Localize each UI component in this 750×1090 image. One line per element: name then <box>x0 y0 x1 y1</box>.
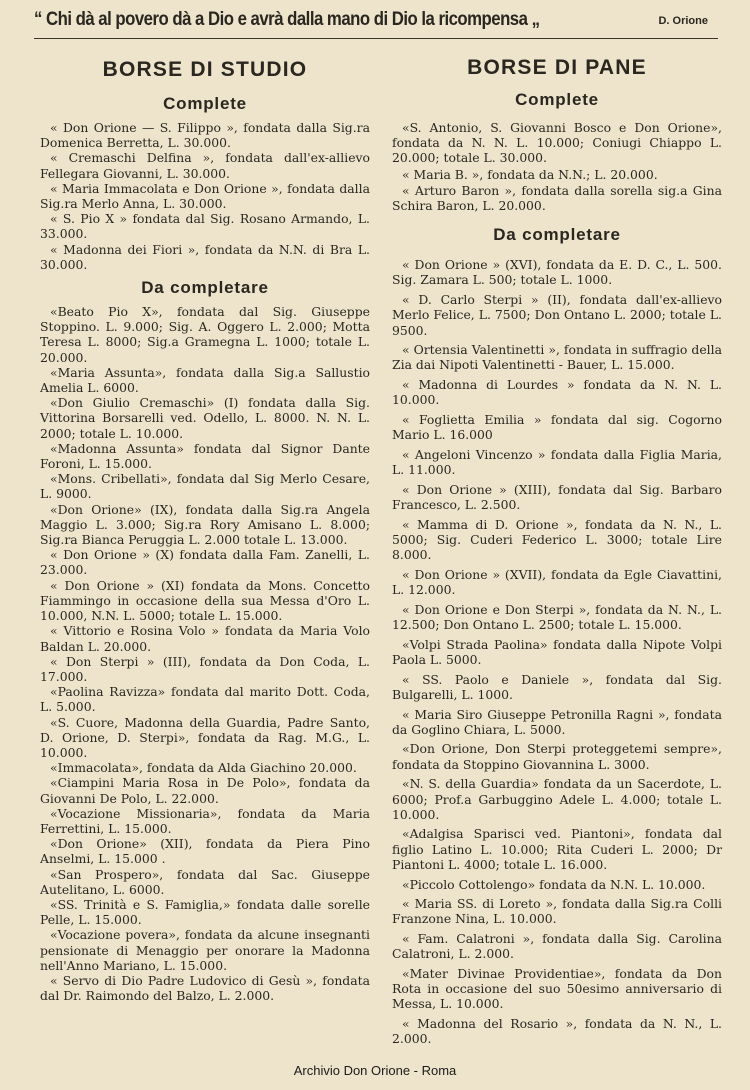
right-tocomplete-list <box>392 257 722 1046</box>
scholarship-tocomplete-entry: «SS. Trinità e S. Famiglia,» fondata dalle sorelle Pelle, L. 15.000. <box>40 896 370 928</box>
scholarship-tocomplete-entry: « Vittorio e Rosina Volo » fondata da Maria Volo Baldan L. 20.000. <box>40 623 370 654</box>
bread-fund-tocomplete-entry: «Adalgisa Sparisci ved. Piantoni», fondata dal figlio Latino L. 10.000; Rita Cuderi L. 2000; Dr Piantoni L. 4000; totale L. 16.000. <box>392 826 722 872</box>
bread-fund-tocomplete-entry: « Fam. Calatroni », fondata dalla Sig. Carolina Calatroni, L. 2.000. <box>392 931 722 962</box>
scholarship-tocomplete-entry: «Madonna Assunta» fondata dal Signor Dante Foroni, L. 15.000. <box>40 440 370 472</box>
scholarship-tocomplete-entry: «Don Orione» (XII), fondata da Piera Pino Anselmi, L. 15.000 . <box>40 836 370 867</box>
scholarship-tocomplete-entry: « Don Sterpi » (III), fondata da Don Coda, L. 17.000. <box>40 653 370 684</box>
scholarship-tocomplete-entry: « Don Orione » (X) fondata dalla Fam. Zanelli, L. 23.000. <box>40 547 370 578</box>
bread-fund-tocomplete-entry: « Angeloni Vincenzo » fondata dalla Figlia Maria, L. 11.000. <box>392 446 722 478</box>
scholarship-tocomplete-entry: «Paolina Ravizza» fondata dal marito Dott. Coda, L. 5.000. <box>40 684 370 715</box>
header-signature: D. Orione <box>658 15 708 27</box>
scholarship-complete-entry: « S. Pio X » fondata dal Sig. Rosano Armando, L. 33.000. <box>40 211 370 242</box>
scholarship-tocomplete-entry: «Don Giulio Cremaschi» (I) fondata dalla Sig. Vittorina Borsarelli ved. Odello, L. 8000. N. N. L. 2000; totale L. 10.000. <box>40 395 370 441</box>
bread-fund-tocomplete-entry: « Don Orione » (XVII), fondata da Egle Ciavattini, L. 12.000. <box>392 566 722 598</box>
bread-fund-tocomplete-entry: «Don Orione, Don Sterpi proteggetemi sempre», fondata da Stoppino Giovannina L. 3000. <box>392 741 722 772</box>
bread-fund-complete-entry: « Maria B. », fondata da N.N.; L. 20.000. <box>402 166 658 182</box>
right-tocomplete-heading: Da completare <box>493 225 621 245</box>
header-motto: “ Chi dà al povero dà a Dio e avrà dalla mano di Dio la ricompensa „ <box>34 8 540 30</box>
scholarship-complete-entry: « Madonna dei Fiori », fondata da N.N. di Bra L. 30.000. <box>40 241 370 272</box>
left-tocomplete-heading: Da completare <box>141 278 269 298</box>
bread-fund-complete-entry: «S. Antonio, S. Giovanni Bosco e Don Orione», fondata da N. N. L. 10.000; Coniugi Chiappo L. 20.000; totale L. 30.000. <box>392 120 722 166</box>
right-column-title: BORSE DI PANE <box>467 56 647 79</box>
scholarship-complete-entry: « Don Orione — S. Filippo », fondata dalla Sig.ra Domenica Berretta, L. 30.000. <box>40 120 370 151</box>
right-complete-heading: Complete <box>515 90 599 109</box>
scholarship-tocomplete-entry: «Beato Pio X», fondata dal Sig. Giuseppe Stoppino. L. 9.000; Sig. A. Oggero L. 2.000; Motta Teresa L. 8000; Sig.a Gramegna L. 1000; totale L. 20.000. <box>40 304 370 365</box>
bread-fund-tocomplete-entry: « Don Orione e Don Sterpi », fondata da N. N., L. 12.500; Don Ontano L. 2500; totale L. 15.000. <box>392 601 722 632</box>
left-column-borse-di-studio <box>40 56 370 1003</box>
scholarship-tocomplete-entry: « Don Orione » (XI) fondata da Mons. Concetto Fiammingo in occasione della sua Messa d'Oro L. 10.000, N.N. L. 5000; totale L. 15.000. <box>40 577 370 624</box>
scholarship-tocomplete-entry: «Immacolata», fondata da Alda Giachino 20.000. <box>50 760 357 776</box>
bread-fund-complete-entry: « Arturo Baron », fondata dalla sorella sig.a Gina Schira Baron, L. 20.000. <box>392 182 722 214</box>
bread-fund-tocomplete-entry: «N. S. della Guardia» fondata da un Sacerdote, L. 6000; Prof.a Garbuggino Adele L. 4.000; totale L. 10.000. <box>392 776 722 822</box>
scholarship-tocomplete-entry: «Vocazione povera», fondata da alcune insegnanti pensionate di Menaggio per onorare la Madonna nell'Anno Mariano, L. 15.000. <box>40 927 370 973</box>
scholarship-tocomplete-entry: «San Prospero», fondata dal Sac. Giuseppe Autelitano, L. 6000. <box>40 866 370 897</box>
scholarship-complete-entry: « Maria Immacolata e Don Orione », fondata dalla Sig.ra Merlo Anna, L. 30.000. <box>40 180 370 212</box>
scholarship-tocomplete-entry: «Vocazione Missionaria», fondata da Maria Ferrettini, L. 15.000. <box>40 805 370 836</box>
bread-fund-tocomplete-entry: « SS. Paolo e Daniele », fondata dal Sig. Bulgarelli, L. 1000. <box>392 671 722 702</box>
left-column-title: BORSE DI STUDIO <box>102 58 308 81</box>
left-complete-list <box>40 120 370 272</box>
scholarship-tocomplete-entry: «Mons. Cribellati», fondata dal Sig Merlo Cesare, L. 9000. <box>40 471 370 502</box>
bread-fund-tocomplete-entry: «Volpi Strada Paolina» fondata dalla Nipote Volpi Paola L. 5000. <box>392 636 722 667</box>
scholarship-tocomplete-entry: « Servo di Dio Padre Ludovico di Gesù », fondata dal Dr. Raimondo del Balzo, L. 2.000. <box>40 972 370 1004</box>
header-motto-bar <box>34 8 718 39</box>
archive-footer: Archivio Don Orione - Roma <box>293 1063 457 1078</box>
right-column-borse-di-pane <box>392 56 722 1051</box>
bread-fund-tocomplete-entry: « Maria SS. di Loreto », fondata dalla Sig.ra Colli Franzone Nina, L. 10.000. <box>392 896 722 927</box>
bread-fund-tocomplete-entry: « Madonna del Rosario », fondata da N. N., L. 2.000. <box>392 1016 722 1047</box>
bread-fund-tocomplete-entry: « Don Orione » (XIII), fondata dal Sig. Barbaro Francesco, L. 2.500. <box>392 481 722 513</box>
bread-fund-tocomplete-entry: «Mater Divinae Providentiae», fondata da Don Rota in occasione del suo 50esimo anniversario di Messa, L. 10.000. <box>392 966 722 1012</box>
bread-fund-tocomplete-entry: « D. Carlo Sterpi » (II), fondata dall'ex-allievo Merlo Felice, L. 7500; Don Ontano L. 2000; totale L. 9500. <box>392 292 722 338</box>
scholarship-complete-entry: « Cremaschi Delfina », fondata dall'ex-allievo Fellegara Giovanni, L. 30.000. <box>40 150 370 181</box>
bread-fund-tocomplete-entry: « Madonna di Lourdes » fondata da N. N. L. 10.000. <box>392 377 722 408</box>
bread-fund-tocomplete-entry: « Ortensia Valentinetti », fondata in suffragio della Zia dai Nipoti Valentinetti - Bauer, L. 15.000. <box>392 342 722 373</box>
bread-fund-tocomplete-entry: « Mamma di D. Orione », fondata da N. N., L. 5000; Sig. Cuderi Federico L. 3000; totale Lire 8.000. <box>392 516 722 563</box>
left-complete-heading: Complete <box>163 94 247 113</box>
bread-fund-tocomplete-entry: « Don Orione » (XVI), fondata da E. D. C., L. 500. Sig. Zamara L. 500; totale L. 1000. <box>392 257 722 288</box>
scholarship-tocomplete-entry: «Maria Assunta», fondata dalla Sig.a Sallustio Amelia L. 6000. <box>40 364 370 396</box>
left-tocomplete-list <box>40 304 370 1003</box>
scholarship-tocomplete-entry: «Don Orione» (IX), fondata dalla Sig.ra Angela Maggio L. 3.000; Sig.ra Rory Amisano L. 8.000; Sig.ra Bianca Peruggia L. 2.000 totale L. 13.000. <box>40 501 370 548</box>
scholarship-tocomplete-entry: «S. Cuore, Madonna della Guardia, Padre Santo, D. Orione, D. Sterpi», fondata da Rag. M.G., L. 10.000. <box>40 714 370 760</box>
right-complete-list <box>392 120 722 213</box>
bread-fund-tocomplete-entry: « Foglietta Emilia » fondata dal sig. Cogorno Mario L. 16.000 <box>392 412 722 443</box>
scholarship-tocomplete-entry: «Ciampini Maria Rosa in De Polo», fondata da Giovanni De Polo, L. 22.000. <box>40 775 370 806</box>
bread-fund-tocomplete-entry: «Piccolo Cottolengo» fondata da N.N. L. 10.000. <box>402 876 706 892</box>
bread-fund-tocomplete-entry: « Maria Siro Giuseppe Petronilla Ragni », fondata da Goglino Chiara, L. 5000. <box>392 706 722 737</box>
